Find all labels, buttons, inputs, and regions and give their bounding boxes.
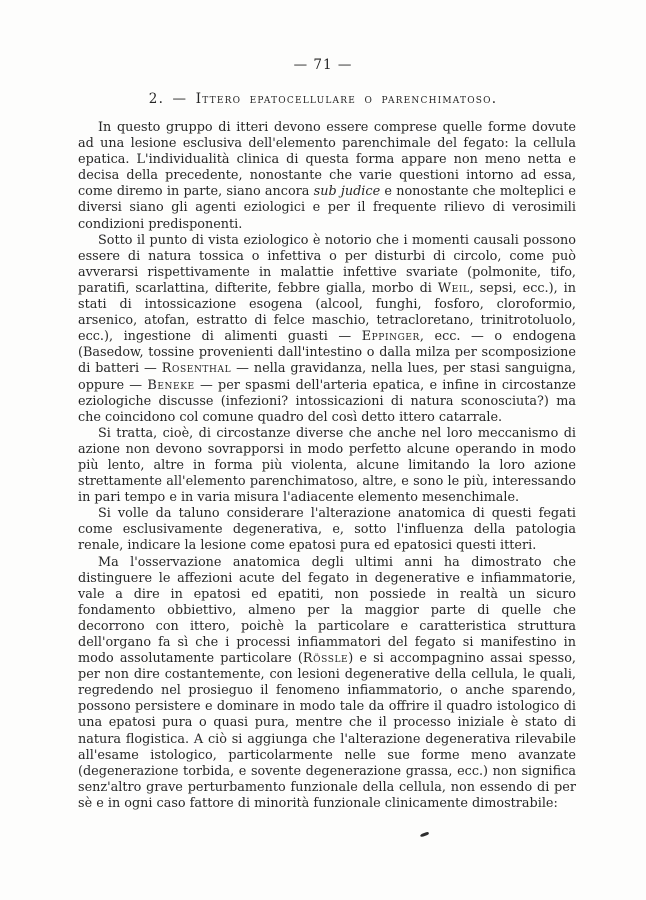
paragraph: Si volle da taluno considerare l'alterazione anatomica di questi fegati come esclusivamente degenerativa, e, sotto l'influenza della patologia renale, indicare la lesione come epatosi pura ed epatosici questi itteri. [78,506,576,554]
paragraph: Ma l'osservazione anatomica degli ultimi anni ha dimostrato che distinguere le affezioni acute del fegato in degenerative e infiammatorie, vale a dire in epatosi ed epatiti, non possiede in realtà un sicuro fondamento obbiettivo, almeno per la maggior parte di quelle che decorrono con ittero, poichè la particolare e caratteristica struttura dell'organo fa sì che i processi infiammatori del fegato si manifestino in modo assolutamente particolare (Rössle) e si accompagnino assai spesso, per non dire costantemente, con lesioni degenerative della cellula, le quali, regredendo nel prosieguo il fenomeno infiammatorio, o anche sparendo, possono persistere e dominare in modo tale da offrire il quadro istologico di una epatosi pura o quasi pura, mentre che il processo iniziale è stato di natura flogistica. A ciò si aggiunga che l'alterazione degenerativa rilevabile all'esame istologico, particolarmente nelle sue forme meno avanzate (degenerazione torbida, e sovente degenerazione grassa, ecc.) non significa senz'altro grave perturbamento funzionale della cellula, non essendo di per sè e in ogni caso fattore di minorità funzionale clinicamente dimostrabile: [78,554,576,811]
paragraph: Si tratta, cioè, di circostanze diverse che anche nel loro meccanismo di azione non devono sovrapporsi in modo perfetto alcune operando in modo più lento, altre in forma più violenta, alcune limitando la loro azione strettamente all'elemento parenchimatoso, altre, e sono le più, interessando in pari tempo e in varia misura l'adiacente elemento mesenchimale. [78,425,576,506]
person-name: Beneke [147,377,195,393]
person-name: Rössle [302,651,349,667]
ink-mark [420,832,429,838]
paragraph: In questo gruppo di itteri devono essere comprese quelle forme dovute ad una lesione esclusiva dell'elemento parenchimale del fegato: la cellula epatica. L'individualità clinica di questa forma appare non meno netta e decisa della precedente, nonostante che varie questioni intorno ad essa, come diremo in parte, siano ancora sub judice e nonostante che molteplici e diversi siano gli agenti eziologici e per il frequente rilievo di verosimili condizioni predisponenti. [78,120,576,232]
person-name: Rosenthal [161,361,232,377]
section-heading: 2. — Ittero epatocellulare o parenchimatoso. [148,91,498,107]
person-name: Weil [437,280,470,296]
person-name: Eppinger [361,329,420,345]
page-number: — 71 — [293,57,353,73]
paragraph: Sotto il punto di vista eziologico è notorio che i momenti causali possono essere di natura tossica o infettiva o per disturbi di circolo, come può avverarsi rispettivamente in malattie infettive svariate (polmonite, tifo, paratifi, scarlattina, difterite, febbre gialla, morbo di Weil, sepsi, ecc.), in stati di intossicazione esogena (alcool, funghi, fosforo, cloroformio, arsenico, atofan, estratto di felce maschio, tetracloretano, trinitrotoluolo, ecc.), ingestione di alimenti guasti — Eppinger, ecc. — o endogena (Basedow, tossine provenienti dall'intestino o dalla milza per scomposizione di batteri — Rosenthal — nella gravidanza, nella lues, per stasi sanguigna, oppure — Beneke — per spasmi dell'arteria epatica, e infine in circostanze eziologiche discusse (infezioni? intossicazioni di natura sconosciuta?) ma che coincidono col comune quadro del così detto ittero catarrale. [78,232,577,425]
body-text [78,120,576,812]
